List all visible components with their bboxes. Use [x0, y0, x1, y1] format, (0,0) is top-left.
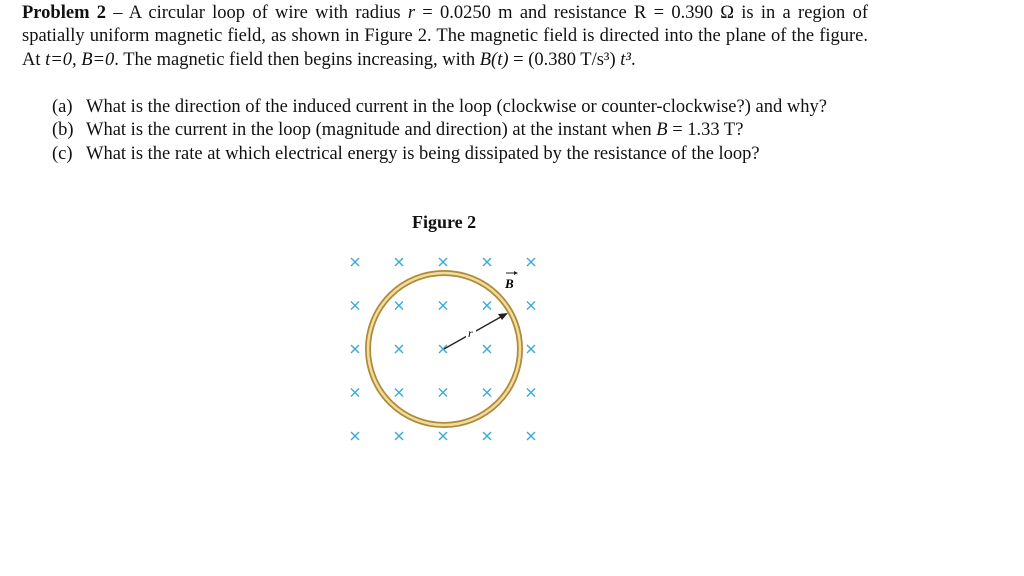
field-into-page-icon [395, 389, 403, 397]
question-b [52, 119, 872, 142]
question-text: What is the rate at which electrical energy is being dissipated by the resistance of the loop? [86, 143, 760, 164]
text: A circular loop of wire with radius [128, 3, 408, 23]
field-into-page-icon [439, 432, 447, 440]
b-of-t: B(t) [479, 49, 509, 70]
problem-heading: Problem 2 [22, 3, 107, 23]
text: = 0.0250 m and resistance R = 0.390 Ω is in a region of spatially uniform magnetic field, as shown in Figure 2. The magnetic field is directed into the plane of the figure. At [22, 3, 868, 70]
field-into-page-icon [351, 258, 359, 266]
field-into-page-icon [439, 389, 447, 397]
field-into-page-icon [351, 302, 359, 310]
question-label: (a) [52, 97, 73, 117]
arrow-head-icon [498, 313, 508, 320]
field-into-page-icon [395, 302, 403, 310]
figure-2-diagram [330, 240, 560, 450]
figure-title: Figure 2 [412, 212, 477, 232]
field-into-page-icon [439, 258, 447, 266]
field-into-page-icon [527, 258, 535, 266]
field-into-page-icon [483, 389, 491, 397]
field-into-page-icon [439, 345, 447, 353]
dash: – [106, 3, 129, 23]
field-into-page-icon [351, 432, 359, 440]
radius-label: r [468, 326, 473, 340]
field-into-page-icon [527, 302, 535, 310]
text: . The magnetic field then begins increasing, with [114, 49, 480, 70]
field-into-page-icon [483, 302, 491, 310]
field-into-page-icon [395, 345, 403, 353]
field-into-page-icon [527, 432, 535, 440]
question-text [86, 119, 743, 142]
field-into-page-icon [527, 345, 535, 353]
question-label: (c) [52, 143, 73, 164]
text: = (0.380 T/s³) [508, 49, 621, 70]
field-into-page-icon [351, 345, 359, 353]
question-label: (b) [52, 120, 74, 141]
field-into-page-icon [395, 258, 403, 266]
question-a [52, 96, 872, 119]
text: . [630, 49, 636, 70]
field-into-page-icon [351, 389, 359, 397]
text: = 1.33 T? [667, 120, 744, 141]
field-into-page-icon [527, 389, 535, 397]
field-into-page-icon [439, 302, 447, 310]
question-c [52, 143, 872, 166]
field-label: B [505, 276, 514, 291]
text: What is the current in the loop (magnitude and direction) at the instant when [86, 120, 657, 141]
t-cubed: t³ [620, 49, 631, 70]
question-list [52, 96, 872, 166]
vector-arrow-head-icon [514, 271, 518, 275]
initial-condition: t=0, B=0 [45, 49, 115, 70]
field-into-page-icon [483, 345, 491, 353]
problem-statement [22, 2, 868, 72]
r-symbol: r [407, 3, 416, 23]
field-into-page-icon [395, 432, 403, 440]
question-text: What is the direction of the induced current in the loop (clockwise or counter-clockwise?) and why? [86, 97, 827, 117]
field-into-page-icon [483, 432, 491, 440]
field-into-page-icon [483, 258, 491, 266]
b-symbol: B [656, 120, 668, 141]
